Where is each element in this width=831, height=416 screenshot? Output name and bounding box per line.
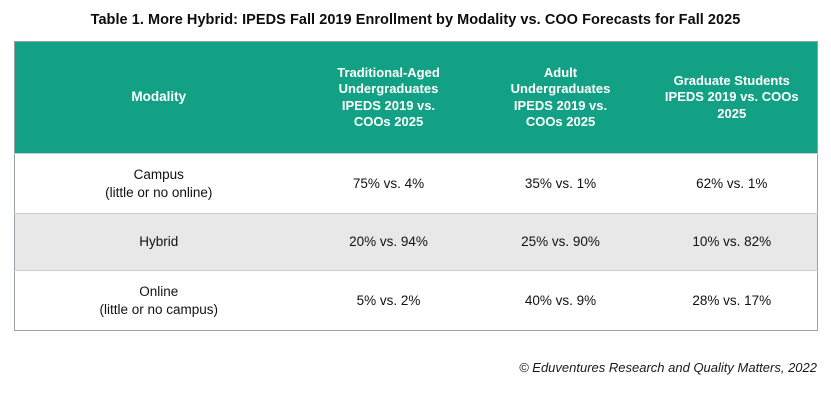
page-title: Table 1. More Hybrid: IPEDS Fall 2019 Enrollment by Modality vs. COO Forecasts for Fall 2025: [90, 12, 741, 28]
column-header-traditional-undergraduates: [303, 42, 475, 154]
table-header: [15, 42, 818, 154]
column-header-graduate-line2: IPEDS 2019 vs. COOs: [664, 89, 799, 105]
column-header-adult-line3: IPEDS 2019 vs.: [513, 97, 608, 113]
table-header-row: [15, 42, 818, 154]
cell-hybrid-traditional: 20% vs. 94%: [303, 214, 475, 271]
row-label-online: [15, 271, 303, 331]
column-header-traditional-line4: COOs 2025: [353, 113, 424, 129]
column-header-adult-line4: COOs 2025: [525, 113, 596, 129]
cell-campus-adult: 35% vs. 1%: [475, 154, 647, 214]
cell-online-traditional: 5% vs. 2%: [303, 271, 475, 331]
column-header-traditional-line2: Undergraduates: [338, 81, 439, 97]
column-header-graduate-line1: Graduate Students: [673, 73, 790, 89]
row-label-line1: Campus: [133, 167, 184, 182]
row-label-line1: Hybrid: [139, 234, 179, 250]
row-label-line2: (little or no campus): [99, 301, 219, 317]
column-header-traditional-line1: Traditional-Aged: [337, 65, 440, 80]
table-row: [15, 214, 818, 271]
cell-online-graduate: 28% vs. 17%: [647, 271, 818, 331]
row-label-hybrid: [15, 214, 303, 271]
cell-campus-traditional: 75% vs. 4%: [303, 154, 475, 214]
column-header-adult-line2: Undergraduates: [510, 81, 611, 97]
column-header-graduate-students: [647, 42, 818, 154]
row-label-line1: Online: [139, 284, 179, 300]
column-header-modality-line1: Modality: [131, 89, 187, 105]
table-body: [15, 154, 818, 331]
source-attribution: © Eduventures Research and Quality Matters, 2022: [519, 360, 817, 376]
table-row: [15, 271, 818, 331]
column-header-graduate-line3: 2025: [717, 105, 747, 121]
enrollment-modality-table: [14, 41, 818, 331]
column-header-modality: [15, 42, 303, 154]
cell-hybrid-graduate: 10% vs. 82%: [647, 214, 818, 271]
table-row: [15, 154, 818, 214]
column-header-adult-undergraduates: [475, 42, 647, 154]
cell-campus-graduate: 62% vs. 1%: [647, 154, 818, 214]
row-label-line2: (little or no online): [105, 184, 213, 200]
column-header-traditional-line3: IPEDS 2019 vs.: [341, 97, 436, 113]
cell-online-adult: 40% vs. 9%: [475, 271, 647, 331]
cell-hybrid-adult: 25% vs. 90%: [475, 214, 647, 271]
row-label-campus: [15, 154, 303, 214]
column-header-adult-line1: Adult: [543, 65, 578, 80]
